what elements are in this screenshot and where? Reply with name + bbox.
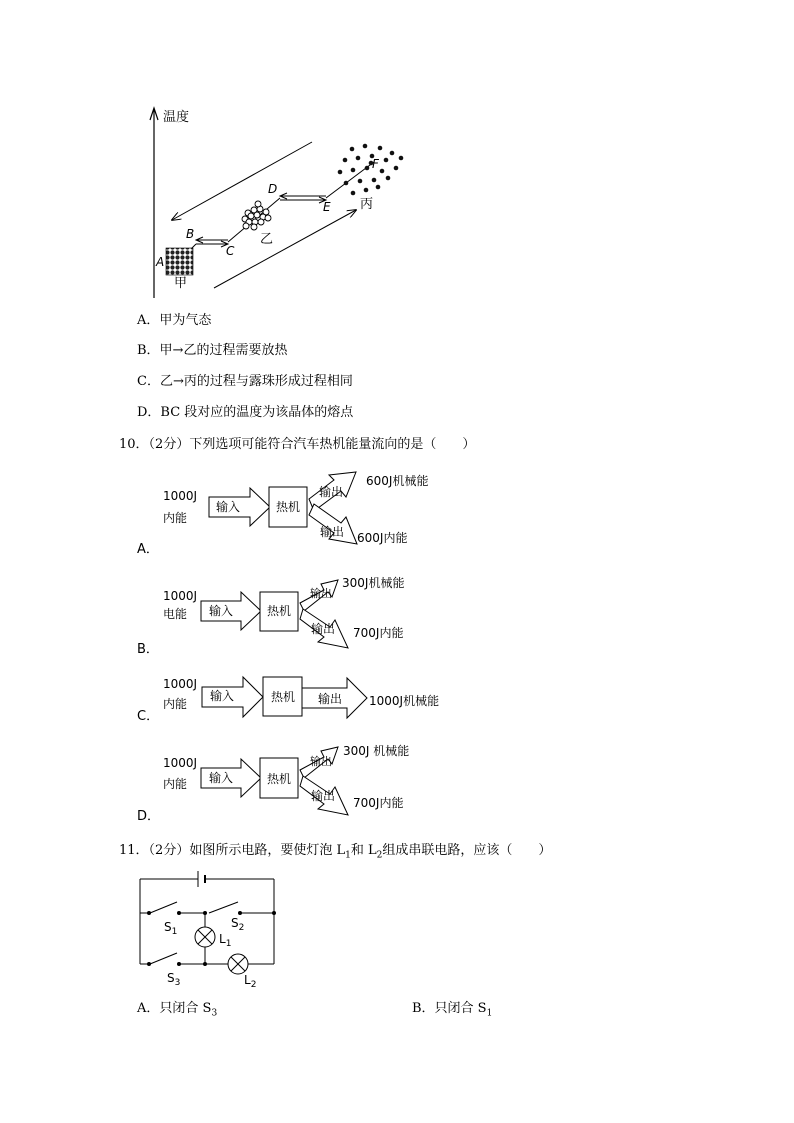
source-kind: 内能 xyxy=(163,777,188,791)
input-label: 输入 xyxy=(216,500,241,514)
q11-option-a xyxy=(137,1001,217,1022)
output-label: 输出 xyxy=(318,692,343,706)
switch-contact xyxy=(147,962,151,966)
state-jia-label: 甲 xyxy=(174,276,188,291)
output-value-lower: 600J内能 xyxy=(357,531,408,545)
switch-contact xyxy=(177,962,181,966)
engine-label: 热机 xyxy=(271,690,296,704)
source-kind: 内能 xyxy=(163,697,188,711)
option-letter: D． xyxy=(137,809,161,824)
option-letter: B． xyxy=(137,642,159,657)
output-label-lower: 输出 xyxy=(311,622,336,636)
junction-node xyxy=(203,962,207,966)
junction-node xyxy=(203,911,207,915)
output-label-upper: 输出 xyxy=(319,485,344,499)
option-letter: A． xyxy=(137,542,159,557)
q11-stem-post: 组成串联电路，应该（ ） xyxy=(382,843,552,858)
source-amount: 1000J xyxy=(163,589,198,603)
engine-label: 热机 xyxy=(276,500,301,514)
source-kind: 电能 xyxy=(163,607,188,621)
s3-label: $S_3$ xyxy=(167,971,181,988)
q11-stem-pre: 11．（2分）如图所示电路，要使灯泡 L xyxy=(119,843,346,858)
switch-contact xyxy=(177,911,181,915)
output-value-lower: 700J内能 xyxy=(353,626,404,640)
switch-contact xyxy=(238,911,242,915)
point-f-label: F xyxy=(372,157,379,171)
q9-option-b: B．甲→乙的过程需要放热 xyxy=(137,343,288,358)
output-label-upper: 输出 xyxy=(310,755,332,768)
engine-label: 热机 xyxy=(267,604,292,618)
q11-sub1: 1 xyxy=(345,850,351,861)
point-b-label: B xyxy=(186,227,195,241)
q10-stem: 10．（2分）下列选项可能符合汽车热机能量流向的是（ ） xyxy=(119,437,476,452)
input-label: 输入 xyxy=(209,771,234,785)
input-label: 输入 xyxy=(210,689,235,703)
q11-option-a-text: A．只闭合 S xyxy=(137,1001,212,1016)
source-amount: 1000J xyxy=(163,489,198,503)
switch-contact xyxy=(147,911,151,915)
state-bing-label: 丙 xyxy=(360,197,374,212)
output-label-lower: 输出 xyxy=(311,789,336,803)
q9-option-d: D．BC 段对应的温度为该晶体的熔点 xyxy=(137,405,354,420)
source-amount: 1000J xyxy=(163,677,198,691)
point-d-label: D xyxy=(268,182,278,196)
q11-option-b-sub: 1 xyxy=(486,1008,493,1019)
switch-s2-blade xyxy=(209,902,238,913)
output-value: 1000J机械能 xyxy=(369,694,440,708)
point-e-label: E xyxy=(323,200,331,214)
q11-option-b-text: B．只闭合 S xyxy=(412,1001,487,1016)
point-a-label: A xyxy=(156,255,165,269)
q11-option-b xyxy=(412,1001,492,1022)
state-yi-label: 乙 xyxy=(260,232,274,247)
lamp-l2-icon xyxy=(228,954,248,974)
axis-label: 温度 xyxy=(163,110,190,125)
lamp-l1-icon xyxy=(195,927,215,947)
junction-node xyxy=(272,911,276,915)
s2-label: $S_2$ xyxy=(231,916,245,933)
l1-label: $L_1$ xyxy=(219,932,232,949)
q11-sub2: 2 xyxy=(376,850,383,861)
source-amount: 1000J xyxy=(163,756,198,770)
q11-option-a-sub: 3 xyxy=(211,1008,218,1019)
q11-stem-mid: 和 L xyxy=(350,843,377,858)
output-value-lower: 700J内能 xyxy=(353,796,404,810)
point-c-label: C xyxy=(226,244,235,258)
s1-label: $S_1$ xyxy=(164,920,178,937)
source-kind: 内能 xyxy=(163,511,188,525)
l2-label: $L_2$ xyxy=(244,973,257,990)
switch-s3-blade xyxy=(150,953,177,964)
input-label: 输入 xyxy=(209,604,234,618)
output-value-upper: 300J 机械能 xyxy=(343,744,410,758)
output-value-upper: 300J机械能 xyxy=(342,576,405,590)
switch-s1-blade xyxy=(150,902,177,913)
output-label-lower: 输出 xyxy=(320,525,345,539)
output-value-upper: 600J机械能 xyxy=(366,474,429,488)
q9-option-c: C．乙→丙的过程与露珠形成过程相同 xyxy=(137,374,353,389)
engine-label: 热机 xyxy=(267,772,292,786)
option-letter: C． xyxy=(137,709,160,724)
q9-option-a: A．甲为气态 xyxy=(137,313,212,328)
output-label-upper: 输出 xyxy=(310,587,332,600)
